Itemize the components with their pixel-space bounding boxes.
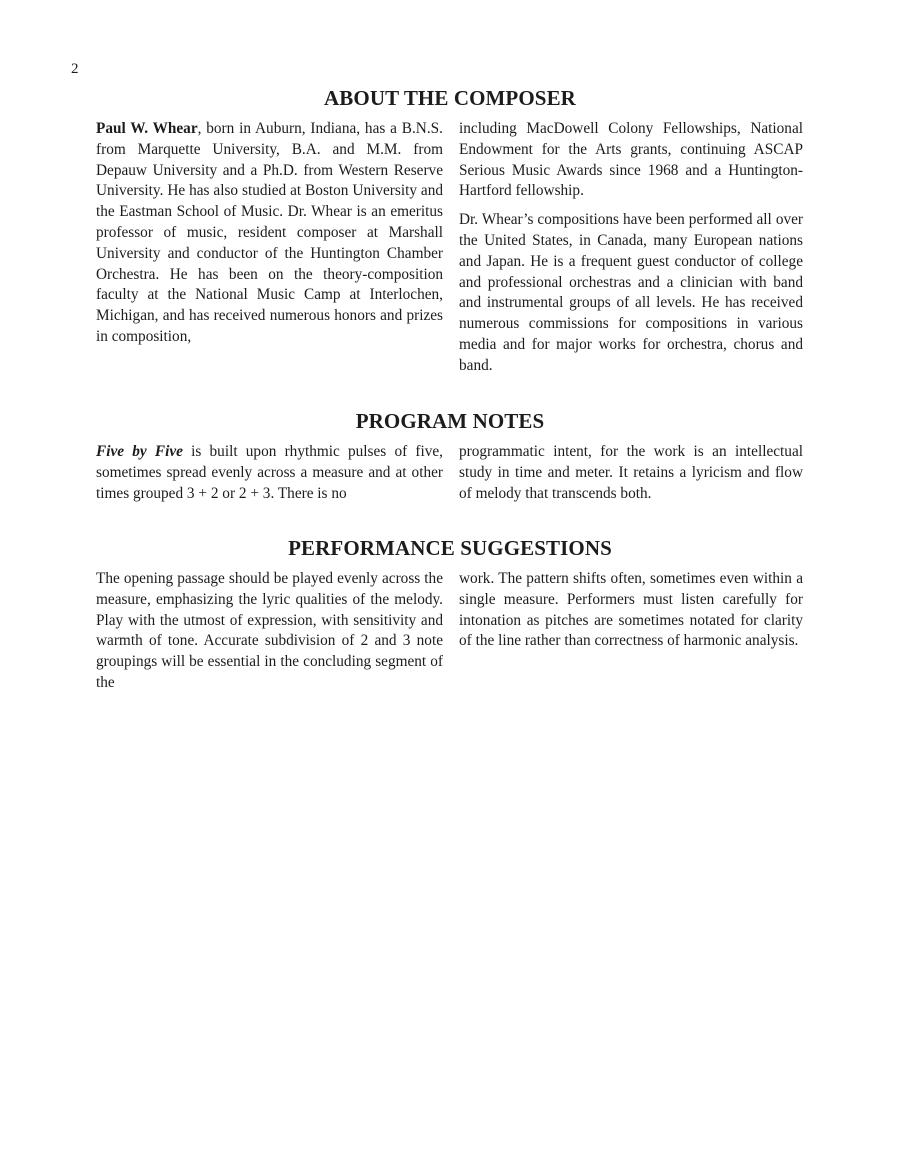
about-composer-heading: ABOUT THE COMPOSER <box>324 86 576 110</box>
program-notes-left-column <box>96 442 443 504</box>
performance-suggestions-left-text: The opening passage should be played evenly across the measure, emphasizing the lyric qualities of the melody. Play with the utmost of expression, with sensitivity and warmth of tone. Accurate subdivision of 2 and 3 note groupings will be essential in the concluding segment of the <box>96 570 443 691</box>
composer-name: Paul W. Whear <box>96 120 198 137</box>
program-notes-right-column <box>459 442 803 504</box>
about-composer-section <box>96 119 803 377</box>
about-composer-left-column <box>96 119 443 377</box>
about-composer-bio <box>96 119 443 348</box>
performance-suggestions-right-column <box>459 569 803 694</box>
about-composer-right-column <box>459 119 803 377</box>
performance-suggestions-section <box>96 569 803 694</box>
composer-bio-text: , born in Auburn, Indiana, has a B.N.S. from Marquette University, B.A. and M.M. from Depauw University and a Ph.D. from Western Reserve University. He has also studied at Boston University and the Eastman School of Music. Dr. Whear is an emeritus professor of music, resident composer at Marshall University and conductor of the Huntington Chamber Orchestra. He has been on the theory-composition faculty at the National Music Camp at Interlochen, Michigan, and has received numerous honors and prizes in composition, <box>96 120 443 345</box>
composer-awards-paragraph: including MacDowell Colony Fellowships, National Endowment for the Arts grants, continuing ASCAP Serious Music Awards since 1968 and a Huntington-Hartford fellowship. <box>459 120 803 200</box>
program-notes-intro: is built upon rhythmic pulses of five, sometimes spread evenly across a measure and at other times grouped 3 + 2 or 2 + 3. There is no <box>96 443 444 502</box>
performance-suggestions-heading: PERFORMANCE SUGGESTIONS <box>288 536 612 560</box>
composer-performances-paragraph: Dr. Whear’s compositions have been performed all over the United States, in Canada, many European nations and Japan. He is a frequent guest conductor of college and professional orchestras and a clinician with band and instrumental groups of all levels. He has received numerous commissions for compositions in various media and for major works for orchestra, chorus and band. <box>459 211 803 374</box>
program-notes-heading: PROGRAM NOTES <box>355 409 545 433</box>
program-notes-left-text <box>96 442 443 504</box>
work-title: Five by Five <box>96 443 183 460</box>
program-notes-section <box>96 442 803 504</box>
page-number: 2 <box>71 61 79 77</box>
performance-suggestions-left-column <box>96 569 443 694</box>
program-notes-right-text: programmatic intent, for the work is an intellectual study in time and meter. It retains a lyricism and flow of melody that transcends both. <box>459 443 803 502</box>
performance-suggestions-right-text: work. The pattern shifts often, sometimes even within a single measure. Performers must listen carefully for intonation as pitches are sometimes notated for clarity of the line rather than correctness of harmonic analysis. <box>459 570 803 650</box>
